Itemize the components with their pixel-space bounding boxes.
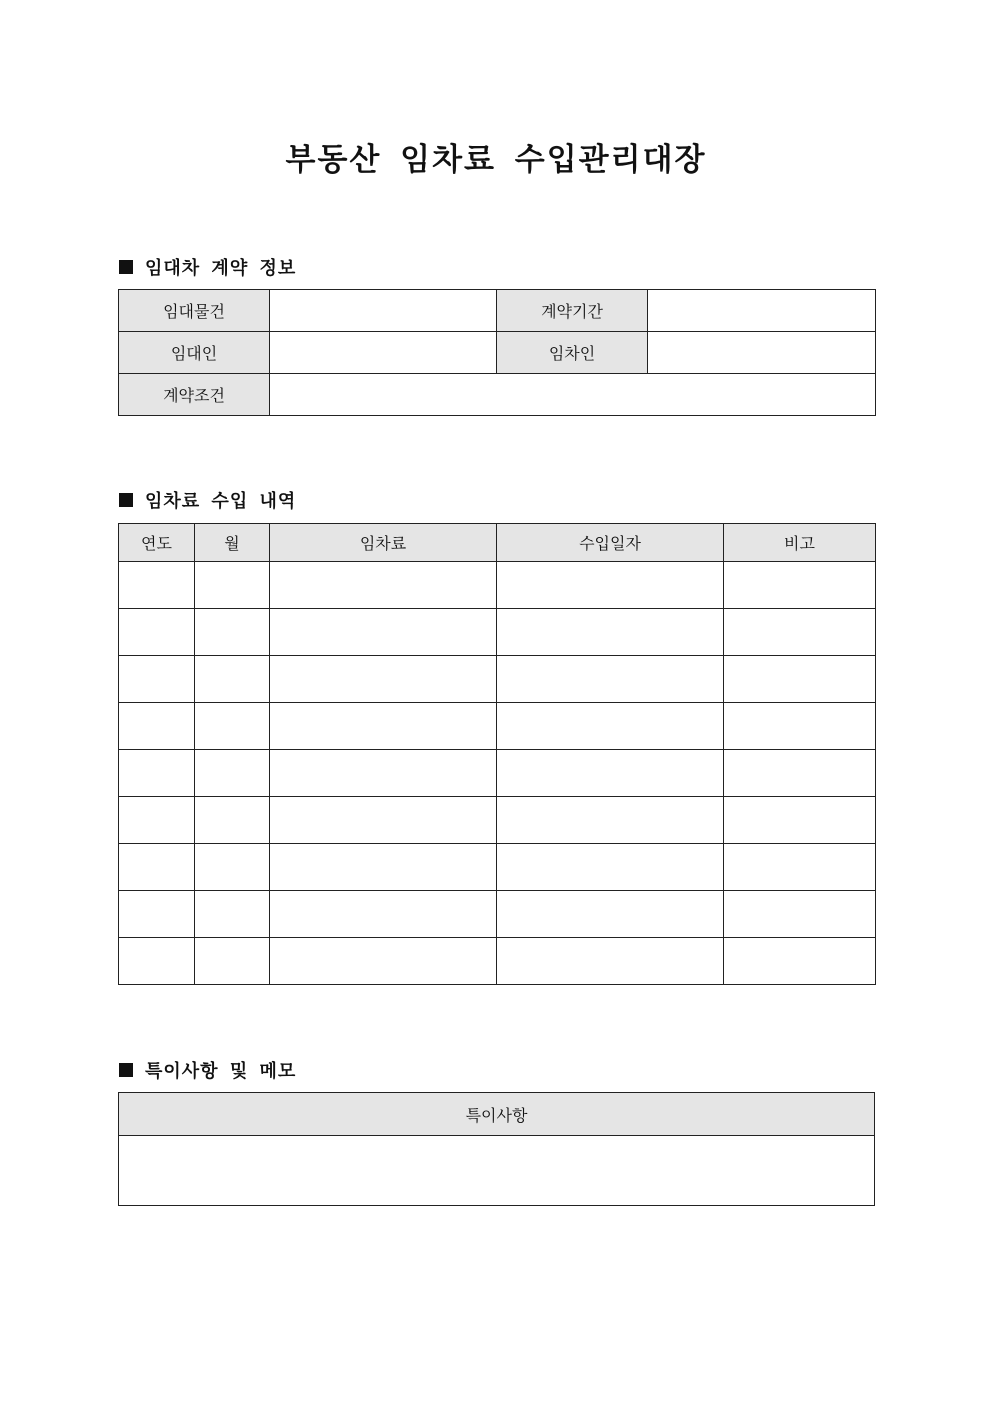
receipt-date-cell[interactable] [497,797,724,844]
notes-header: 특이사항 [119,1093,875,1136]
rent-cell[interactable] [270,609,497,656]
month-cell[interactable] [195,797,270,844]
receipt-date-cell[interactable] [497,891,724,938]
year-cell[interactable] [119,891,195,938]
contract-info-table [118,289,876,416]
income-history-table [118,523,876,985]
lessor-field[interactable] [270,332,497,374]
month-cell[interactable] [195,844,270,891]
remarks-cell[interactable] [724,609,876,656]
year-cell[interactable] [119,938,195,985]
column-header-receipt-date: 수입일자 [497,524,724,562]
terms-label: 계약조건 [119,374,270,416]
rent-cell[interactable] [270,750,497,797]
year-cell[interactable] [119,797,195,844]
receipt-date-cell[interactable] [497,750,724,797]
section-heading-notes [119,1057,296,1083]
rent-cell[interactable] [270,656,497,703]
receipt-date-cell[interactable] [497,844,724,891]
rent-cell[interactable] [270,797,497,844]
table-row [119,656,876,703]
square-bullet-icon [119,1063,133,1077]
month-cell[interactable] [195,703,270,750]
month-cell[interactable] [195,562,270,609]
remarks-cell[interactable] [724,703,876,750]
lessee-field[interactable] [648,332,876,374]
month-cell[interactable] [195,750,270,797]
year-cell[interactable] [119,609,195,656]
rent-cell[interactable] [270,844,497,891]
notes-header-row [119,1093,875,1136]
income-header-row [119,524,876,562]
remarks-cell[interactable] [724,844,876,891]
remarks-cell[interactable] [724,750,876,797]
table-row [119,750,876,797]
remarks-cell[interactable] [724,656,876,703]
remarks-cell[interactable] [724,797,876,844]
year-cell[interactable] [119,656,195,703]
notes-body-row [119,1136,875,1206]
receipt-date-cell[interactable] [497,703,724,750]
terms-field[interactable] [270,374,876,416]
table-row [119,703,876,750]
receipt-date-cell[interactable] [497,656,724,703]
period-field[interactable] [648,290,876,332]
year-cell[interactable] [119,703,195,750]
month-cell[interactable] [195,609,270,656]
month-cell[interactable] [195,891,270,938]
column-header-remarks: 비고 [724,524,876,562]
remarks-cell[interactable] [724,562,876,609]
contract-row-parties [119,332,876,374]
year-cell[interactable] [119,844,195,891]
lessee-label: 임차인 [497,332,648,374]
rent-cell[interactable] [270,703,497,750]
notes-table [118,1092,875,1206]
remarks-cell[interactable] [724,938,876,985]
rent-cell[interactable] [270,938,497,985]
page-title: 부동산 임차료 수입관리대장 [285,142,707,178]
receipt-date-cell[interactable] [497,609,724,656]
rent-cell[interactable] [270,891,497,938]
table-row [119,562,876,609]
table-row [119,938,876,985]
rent-cell[interactable] [270,562,497,609]
section-heading-income [119,487,296,513]
column-header-year: 연도 [119,524,195,562]
table-row [119,609,876,656]
receipt-date-cell[interactable] [497,938,724,985]
property-field[interactable] [270,290,497,332]
lessor-label: 임대인 [119,332,270,374]
contract-row-terms [119,374,876,416]
section-heading-contract [119,254,296,280]
remarks-cell[interactable] [724,891,876,938]
section-title-income: 임차료 수입 내역 [145,491,297,512]
table-row [119,797,876,844]
square-bullet-icon [119,260,133,274]
contract-row-property [119,290,876,332]
square-bullet-icon [119,493,133,507]
section-title-notes: 특이사항 및 메모 [145,1061,297,1082]
year-cell[interactable] [119,750,195,797]
table-row [119,844,876,891]
month-cell[interactable] [195,938,270,985]
month-cell[interactable] [195,656,270,703]
notes-field[interactable] [119,1136,875,1206]
receipt-date-cell[interactable] [497,562,724,609]
section-title-contract: 임대차 계약 정보 [145,258,297,279]
table-row [119,891,876,938]
column-header-month: 월 [195,524,270,562]
period-label: 계약기간 [497,290,648,332]
column-header-rent: 임차료 [270,524,497,562]
property-label: 임대물건 [119,290,270,332]
year-cell[interactable] [119,562,195,609]
